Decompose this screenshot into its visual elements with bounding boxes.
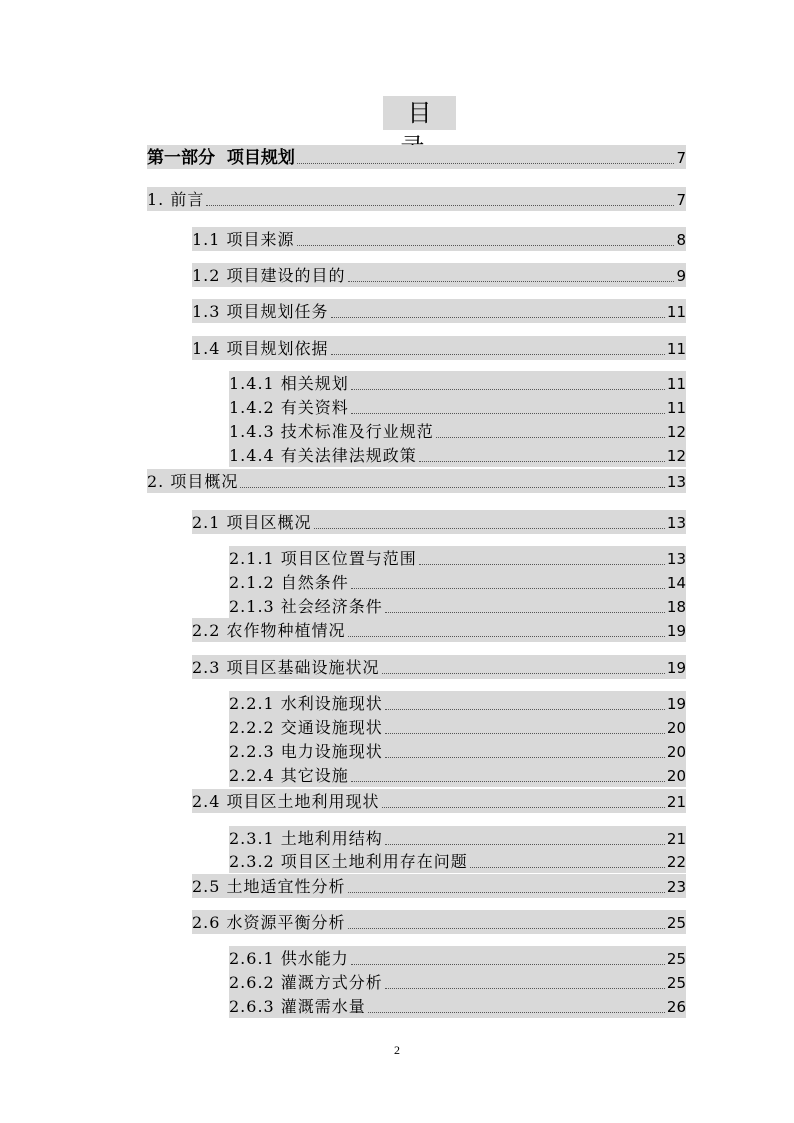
toc-entry-1[interactable] xyxy=(147,187,686,211)
toc-entry-page: 19 xyxy=(666,622,686,640)
toc-entry-2-6-1[interactable] xyxy=(229,946,686,970)
toc-entry-1-4-4[interactable] xyxy=(229,443,686,467)
toc-leader xyxy=(348,927,665,929)
toc-entry-label: 1.2 项目建设的目的 xyxy=(192,266,346,285)
toc-leader xyxy=(385,756,665,758)
toc-leader xyxy=(385,611,665,613)
toc-entry-2-1[interactable] xyxy=(192,510,686,534)
toc-leader xyxy=(297,162,675,164)
toc-leader xyxy=(385,732,665,734)
toc-entry-page: 12 xyxy=(666,423,686,441)
toc-entry-page: 26 xyxy=(666,998,686,1016)
toc-entry-2-6-3[interactable] xyxy=(229,994,686,1018)
toc-entry-1-4[interactable] xyxy=(192,336,686,360)
toc-entry-2-6-2[interactable] xyxy=(229,970,686,994)
toc-entry-label: 2.5 土地适宜性分析 xyxy=(192,877,346,896)
toc-entry-page: 11 xyxy=(666,303,686,321)
toc-leader xyxy=(351,412,665,414)
toc-leader xyxy=(297,244,675,246)
toc-entry-label: 2.2 农作物种植情况 xyxy=(192,621,346,640)
toc-entry-1-2[interactable] xyxy=(192,263,686,287)
toc-entry-page: 7 xyxy=(676,191,686,209)
toc-entry-2-2-3[interactable] xyxy=(229,739,686,763)
toc-leader xyxy=(470,866,665,868)
toc-entry-label: 1.4.4 有关法律法规政策 xyxy=(229,446,417,465)
toc-leader xyxy=(351,388,665,390)
toc-entry-page: 13 xyxy=(666,473,686,491)
toc-entry-part-1[interactable] xyxy=(147,145,686,169)
toc-entry-page: 14 xyxy=(666,574,686,592)
toc-entry-label: 2.6.1 供水能力 xyxy=(229,949,349,968)
toc-entry-page: 20 xyxy=(666,719,686,737)
toc-title: 目 xyxy=(383,96,456,130)
toc-entry-page: 8 xyxy=(676,231,686,249)
toc-entry-page: 11 xyxy=(666,375,686,393)
toc-leader xyxy=(419,460,665,462)
toc-entry-2-2-1[interactable] xyxy=(229,691,686,715)
toc-leader xyxy=(348,635,665,637)
toc-entry-label: 2.3.2 项目区土地利用存在问题 xyxy=(229,852,468,871)
toc-entry-label: 2.1.1 项目区位置与范围 xyxy=(229,549,417,568)
toc-entry-2-3-1[interactable] xyxy=(229,826,686,850)
toc-leader xyxy=(382,672,665,674)
toc-entry-1-3[interactable] xyxy=(192,299,686,323)
toc-leader xyxy=(206,204,674,206)
toc-entry-label: 2.1 项目区概况 xyxy=(192,513,312,532)
toc-entry-label: 1. 前言 xyxy=(147,190,205,209)
toc-entry-page: 25 xyxy=(666,950,686,968)
toc-entry-label: 1.1 项目来源 xyxy=(192,230,295,249)
toc-entry-page: 13 xyxy=(666,550,686,568)
toc-entry-1-1[interactable] xyxy=(192,227,686,251)
toc-entry-label: 2.1.3 社会经济条件 xyxy=(229,597,383,616)
toc-entry-2-1-3[interactable] xyxy=(229,594,686,618)
toc-entry-page: 11 xyxy=(666,340,686,358)
toc-entry-page: 7 xyxy=(676,149,686,167)
toc-leader xyxy=(351,780,665,782)
toc-entry-page: 20 xyxy=(666,743,686,761)
toc-entry-label: 2.6.2 灌溉方式分析 xyxy=(229,973,383,992)
toc-leader xyxy=(348,891,665,893)
toc-leader xyxy=(351,963,665,965)
toc-entry-1-4-2[interactable] xyxy=(229,395,686,419)
toc-entry-label: 1.4.3 技术标准及行业规范 xyxy=(229,422,434,441)
toc-entry-label: 2.3.1 土地利用结构 xyxy=(229,829,383,848)
toc-entry-1-4-3[interactable] xyxy=(229,419,686,443)
toc-entry-label: 2.1.2 自然条件 xyxy=(229,573,349,592)
toc-entry-label: 2.6 水资源平衡分析 xyxy=(192,913,346,932)
toc-leader xyxy=(240,486,665,488)
toc-entry-2-2-4[interactable] xyxy=(229,763,686,787)
toc-entry-label: 2.3 项目区基础设施状况 xyxy=(192,658,380,677)
toc-entry-page: 22 xyxy=(666,853,686,871)
toc-entry-label: 2.6.3 灌溉需水量 xyxy=(229,997,366,1016)
toc-entry-label: 2.2.3 电力设施现状 xyxy=(229,742,383,761)
toc-leader xyxy=(419,563,665,565)
toc-entry-label: 1.4.2 有关资料 xyxy=(229,398,349,417)
toc-leader xyxy=(385,987,665,989)
toc-entry-label: 2.4 项目区土地利用现状 xyxy=(192,792,380,811)
toc-entry-page: 20 xyxy=(666,767,686,785)
toc-entry-label: 2.2.1 水利设施现状 xyxy=(229,694,383,713)
toc-entry-2-1-2[interactable] xyxy=(229,570,686,594)
toc-entry-label: 第一部分 项目规划 xyxy=(147,148,295,168)
toc-entry-1-4-1[interactable] xyxy=(229,371,686,395)
toc-entry-2[interactable] xyxy=(147,469,686,493)
page-number: 2 xyxy=(394,1043,400,1057)
toc-leader xyxy=(385,708,665,710)
toc-entry-page: 25 xyxy=(666,974,686,992)
toc-entry-page: 23 xyxy=(666,878,686,896)
toc-entry-2-6[interactable] xyxy=(192,910,686,934)
toc-entry-2-3[interactable] xyxy=(192,655,686,679)
toc-leader xyxy=(331,316,665,318)
toc-entry-2-1-1[interactable] xyxy=(229,546,686,570)
toc-entry-page: 12 xyxy=(666,447,686,465)
toc-leader xyxy=(385,843,665,845)
toc-leader xyxy=(368,1011,665,1013)
toc-leader xyxy=(331,353,665,355)
toc-entry-2-4[interactable] xyxy=(192,789,686,813)
toc-leader xyxy=(382,806,665,808)
toc-entry-label: 2.2.4 其它设施 xyxy=(229,766,349,785)
toc-entry-page: 19 xyxy=(666,695,686,713)
toc-entry-label: 1.4 项目规划依据 xyxy=(192,339,329,358)
toc-leader xyxy=(351,587,665,589)
toc-entry-2-5[interactable] xyxy=(192,874,686,898)
toc-entry-2-2-2[interactable] xyxy=(229,715,686,739)
toc-entry-page: 25 xyxy=(666,914,686,932)
toc-entry-page: 18 xyxy=(666,598,686,616)
toc-entry-label: 2.2.2 交通设施现状 xyxy=(229,718,383,737)
toc-leader xyxy=(314,527,665,529)
toc-entry-label: 2. 项目概况 xyxy=(147,472,239,491)
toc-leader xyxy=(436,436,665,438)
toc-entry-page: 21 xyxy=(666,793,686,811)
toc-entry-page: 19 xyxy=(666,659,686,677)
toc-entry-2-3-2[interactable] xyxy=(229,849,686,873)
toc-entry-page: 21 xyxy=(666,830,686,848)
toc-entry-label: 1.4.1 相关规划 xyxy=(229,374,349,393)
toc-entry-2-2[interactable] xyxy=(192,618,686,642)
toc-entry-label: 1.3 项目规划任务 xyxy=(192,302,329,321)
toc-entry-page: 9 xyxy=(676,267,686,285)
toc-entry-page: 11 xyxy=(666,399,686,417)
toc-entry-page: 13 xyxy=(666,514,686,532)
toc-leader xyxy=(348,280,675,282)
